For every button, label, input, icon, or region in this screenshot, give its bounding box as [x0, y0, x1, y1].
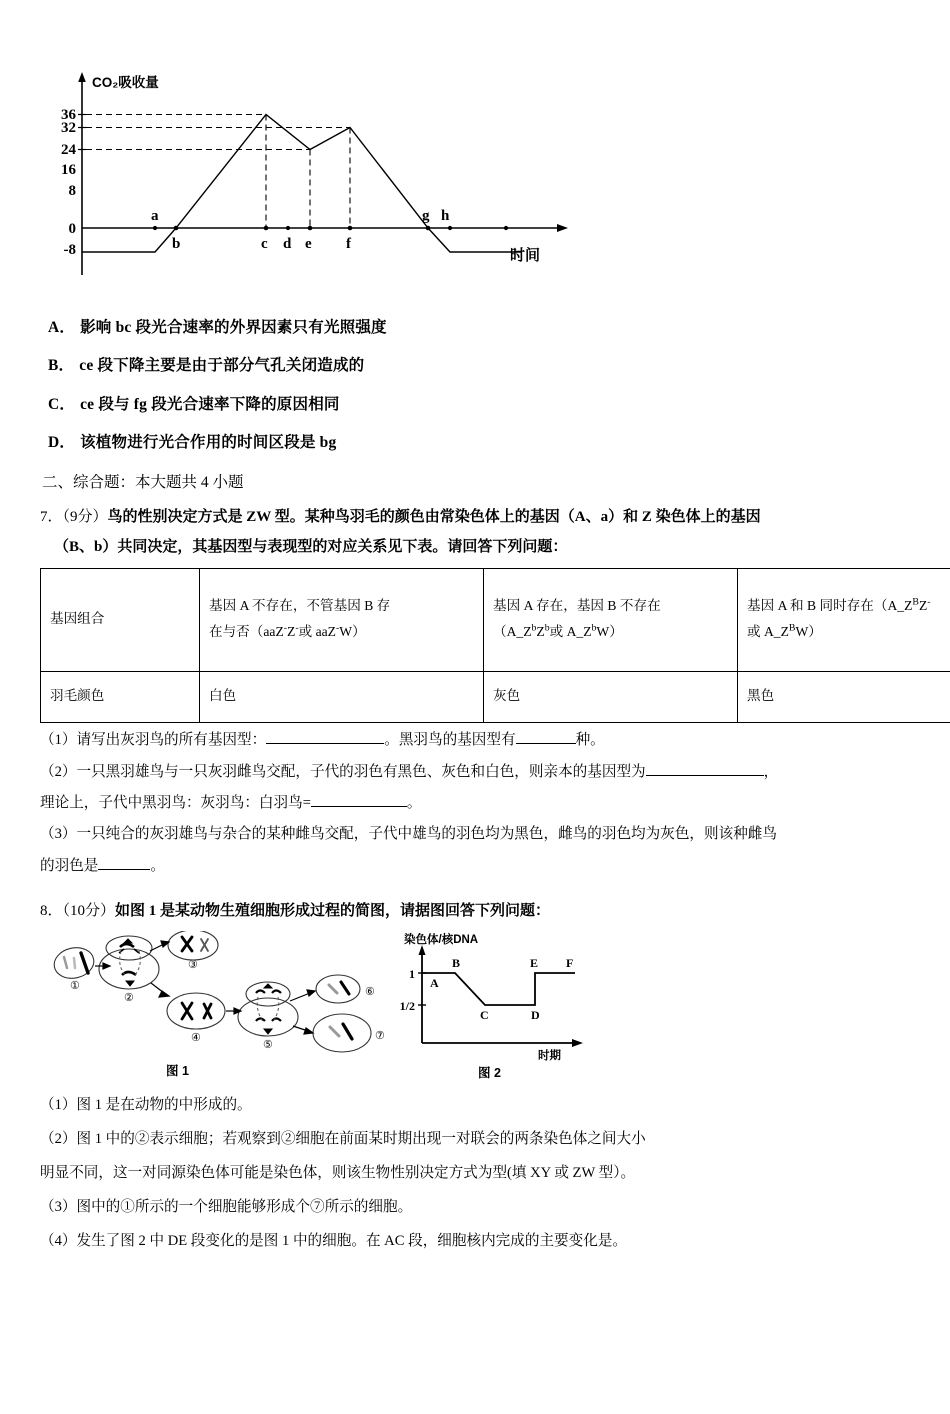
- option-a-label: A．: [48, 319, 75, 336]
- option-d-text: 该植物进行光合作用的时间区段是 bg: [80, 434, 336, 451]
- figure-2-point-f: F: [566, 956, 573, 970]
- figure-1-svg: [46, 931, 396, 1083]
- q7-sub3: [40, 819, 912, 850]
- option-a-text: 影响 bc 段光合速率的外界因素只有光照强度: [80, 319, 387, 336]
- svg-text:b: b: [172, 236, 180, 252]
- genotype-gray-line2-pre: （A_Z: [493, 624, 532, 639]
- q8-sub1-text-a: （1）图 1 是在动物的: [40, 1097, 179, 1113]
- svg-text:a: a: [151, 208, 159, 224]
- genotype-black-sup1: B: [912, 596, 919, 607]
- figure-2-point-a: A: [430, 976, 439, 990]
- q7-sub2-text-a: （2）一只黑羽雄鸟与一只灰羽雌鸟交配，子代的羽色有黑色、灰色和白色，则亲本的基因型为: [40, 764, 646, 780]
- q8-sub1-text-b: 中形成的。: [179, 1097, 252, 1113]
- chart-x-axis-label: 时间: [510, 246, 540, 264]
- svg-text:-8: -8: [64, 242, 77, 258]
- figure-2-point-d: D: [531, 1008, 540, 1022]
- q7-sub1-blank-2[interactable]: [516, 729, 576, 744]
- genotype-white-line2-pre: 在与否（aaZ: [209, 624, 284, 639]
- option-d-label: D．: [48, 434, 75, 451]
- figure-1-label-2: ②: [124, 992, 134, 1004]
- exam-paper-page: [0, 70, 950, 1414]
- table-row-header-genotype: 基因组合: [41, 569, 200, 672]
- chart-y-axis-label: CO₂吸收量: [92, 74, 159, 90]
- q8-sub2-cont: [40, 1157, 912, 1189]
- genotype-gray-end: W）: [596, 624, 622, 639]
- q8-sub2-text-b: 细胞；若观察到②细胞在前面某时期出现一对联会的两条染色体之间大小: [179, 1131, 646, 1147]
- question-8-text: 如图 1 是某动物生殖细胞形成过程的简图，请据图回答下列问题：: [115, 903, 550, 919]
- option-a[interactable]: [48, 317, 912, 339]
- figure-1-label-4: ④: [191, 1032, 201, 1044]
- q7-sub1-text-a: （1）请写出灰羽鸟的所有基因型：: [40, 732, 266, 748]
- svg-text:e: e: [305, 236, 312, 252]
- svg-text:h: h: [441, 208, 450, 224]
- genotype-black-sup2: -: [927, 596, 930, 607]
- figure-2-point-e: E: [530, 956, 538, 970]
- figure-1-label-1: ①: [70, 980, 80, 992]
- q8-sub3-text-a: （3）图中的①所示的一个细胞能够形成: [40, 1199, 295, 1215]
- q8-sub1: [40, 1089, 912, 1121]
- q8-sub3-text-b: 个⑦所示的细胞。: [295, 1199, 412, 1215]
- genotype-white-sup2: -: [295, 623, 298, 634]
- question-7-number: 7．: [40, 509, 63, 525]
- q7-sub2-blank-2[interactable]: [311, 792, 407, 807]
- co2-absorption-chart: [60, 70, 600, 295]
- figure-1-caption: 图 1: [166, 1064, 189, 1078]
- svg-text:c: c: [261, 236, 268, 252]
- genotype-black-end: W）: [795, 624, 821, 639]
- genotype-gray-sup3: b: [592, 623, 597, 634]
- svg-text:g: g: [422, 208, 430, 224]
- table-row: [41, 672, 950, 723]
- genotype-white-line1: 基因 A 不存在，不管基因 B 存: [209, 598, 390, 613]
- table-cell-color-gray: 灰色: [484, 672, 738, 723]
- genotype-white-mid: Z: [287, 624, 295, 639]
- option-d[interactable]: [48, 432, 912, 454]
- co2-chart-svg: [60, 70, 600, 295]
- table-cell-genotype-black: [738, 569, 950, 672]
- question-8-figures: [40, 931, 912, 1083]
- question-7-line1: 鸟的性别决定方式是 ZW 型。某种鸟羽毛的颜色由常染色体上的基因（A、a）和 Z 染色体上的基因: [108, 509, 761, 525]
- genotype-white-sup3: -: [336, 623, 339, 634]
- q7-sub1-text-b: 。黑羽鸟的基因型有: [384, 732, 515, 748]
- q7-sub2-text-c: 理论上，子代中黑羽鸟：灰羽鸟：白羽鸟=: [40, 795, 311, 811]
- figure-2-x-axis-label: 时期: [538, 1048, 561, 1062]
- figure-1-label-3: ③: [188, 959, 198, 971]
- figure-1-label-7: ⑦: [375, 1030, 385, 1042]
- q8-sub2-text-d: 染色体，则该生物性别决定方式为: [274, 1165, 493, 1181]
- q7-sub1-blank-1[interactable]: [266, 729, 384, 744]
- option-b-label: B．: [48, 357, 74, 374]
- q8-sub3: [40, 1191, 912, 1223]
- genotype-white-sup1: -: [284, 623, 287, 634]
- q7-sub2-text-d: 。: [407, 795, 422, 811]
- figure-2-caption: 图 2: [478, 1066, 501, 1080]
- question-8-number: 8．: [40, 903, 63, 919]
- svg-text:16: 16: [61, 162, 77, 178]
- q7-sub2: [40, 757, 912, 788]
- genotype-gray-mid: Z: [536, 624, 544, 639]
- question-7-score: （9分）: [63, 509, 108, 525]
- option-c-label: C．: [48, 396, 75, 413]
- q7-sub3-text-a: （3）一只纯合的灰羽雄鸟与杂合的某种雌鸟交配，子代中雄鸟的羽色均为黑色，雌鸟的羽色均为灰色，则该种雌鸟: [40, 826, 777, 842]
- svg-text:8: 8: [69, 183, 77, 199]
- q7-sub2-blank-1[interactable]: [646, 761, 764, 776]
- question-7-header: [40, 502, 912, 562]
- question-8-header: [40, 898, 912, 925]
- svg-text:36: 36: [61, 107, 77, 123]
- q7-sub2-text-b: ，: [764, 764, 779, 780]
- figure-2-point-b: B: [452, 956, 460, 970]
- option-c[interactable]: [48, 394, 912, 416]
- svg-text:d: d: [283, 236, 292, 252]
- figure-1-label-5: ⑤: [263, 1039, 273, 1051]
- figure-1-meiosis-diagram: [46, 931, 396, 1083]
- genotype-gray-mid2: 或 A_Z: [550, 624, 592, 639]
- q8-sub4-text-b: 细胞。在 AC 段，细胞核内完成的主要变化是: [322, 1233, 612, 1249]
- genotype-gray-line1: 基因 A 存在，基因 B 不存在: [493, 598, 661, 613]
- svg-text:0: 0: [69, 221, 77, 237]
- table-row: [41, 569, 950, 672]
- table-cell-genotype-white: [200, 569, 484, 672]
- q8-sub4-text-a: （4）发生了图 2 中 DE 段变化的是图 1 中的: [40, 1233, 322, 1249]
- q8-sub4-text-c: 。: [612, 1233, 627, 1249]
- section-header: 二、综合题：本大题共 4 小题: [42, 471, 912, 494]
- figure-2-ratio-chart: [390, 931, 605, 1083]
- svg-text:24: 24: [61, 142, 77, 158]
- option-b-text: ce 段下降主要是由于部分气孔关闭造成的: [79, 357, 364, 374]
- table-cell-color-white: 白色: [200, 672, 484, 723]
- q7-sub3-text-b: 的羽色是: [40, 858, 98, 874]
- question-7-subquestions: [40, 725, 912, 882]
- svg-text:f: f: [346, 236, 352, 252]
- figure-2-ytick-half: 1/2: [400, 999, 415, 1013]
- q7-sub1: [40, 725, 912, 756]
- genotype-black-mid: Z: [919, 598, 927, 613]
- svg-text:32: 32: [61, 120, 76, 136]
- genotype-black-line2-pre: 或 A_Z: [747, 624, 789, 639]
- answer-options: [40, 317, 912, 455]
- genotype-gray-sup2: b: [545, 623, 550, 634]
- option-c-text: ce 段与 fg 段光合速率下降的原因相同: [80, 396, 340, 413]
- table-row-header-feather-color: 羽毛颜色: [41, 672, 200, 723]
- genotype-black-line1-pre: 基因 A 和 B 同时存在（A_Z: [747, 598, 912, 613]
- question-7-line2: （B、b）共同决定，其基因型与表现型的对应关系见下表。请回答下列问题：: [54, 532, 912, 562]
- figure-1-label-6: ⑥: [365, 986, 375, 998]
- q8-sub2-text-a: （2）图 1 中的②表示: [40, 1131, 179, 1147]
- figure-2-point-c: C: [480, 1008, 489, 1022]
- question-8-score: （10分）: [63, 903, 116, 919]
- genotype-white-mid2: 或 aaZ: [299, 624, 336, 639]
- q7-sub3-text-c: 。: [150, 858, 165, 874]
- genotype-white-end: W）: [339, 624, 365, 639]
- figure-2-y-axis-label: 染色体/核DNA: [404, 932, 478, 946]
- table-cell-color-black: 黑色: [738, 672, 950, 723]
- question-8-subquestions: [40, 1089, 912, 1257]
- q8-sub2-text-c: 明显不同，这一对同源染色体可能是: [40, 1165, 274, 1181]
- q7-sub2-cont: [40, 788, 912, 819]
- figure-2-ytick-1: 1: [409, 967, 415, 981]
- q8-sub4: [40, 1225, 912, 1257]
- q8-sub2-text-e: 型(填 XY 或 ZW 型）。: [492, 1165, 635, 1181]
- table-cell-genotype-gray: [484, 569, 738, 672]
- page-content: [40, 70, 912, 1257]
- q7-sub3-cont: [40, 851, 912, 882]
- q7-sub1-text-c: 种。: [576, 732, 605, 748]
- figure-2-svg: [390, 931, 605, 1083]
- q8-sub2: [40, 1123, 912, 1155]
- genotype-gray-sup1: b: [532, 623, 537, 634]
- genotype-phenotype-table: [40, 568, 950, 723]
- genotype-black-sup3: B: [789, 623, 796, 634]
- q7-sub3-blank-1[interactable]: [98, 855, 150, 870]
- option-b[interactable]: [48, 355, 912, 377]
